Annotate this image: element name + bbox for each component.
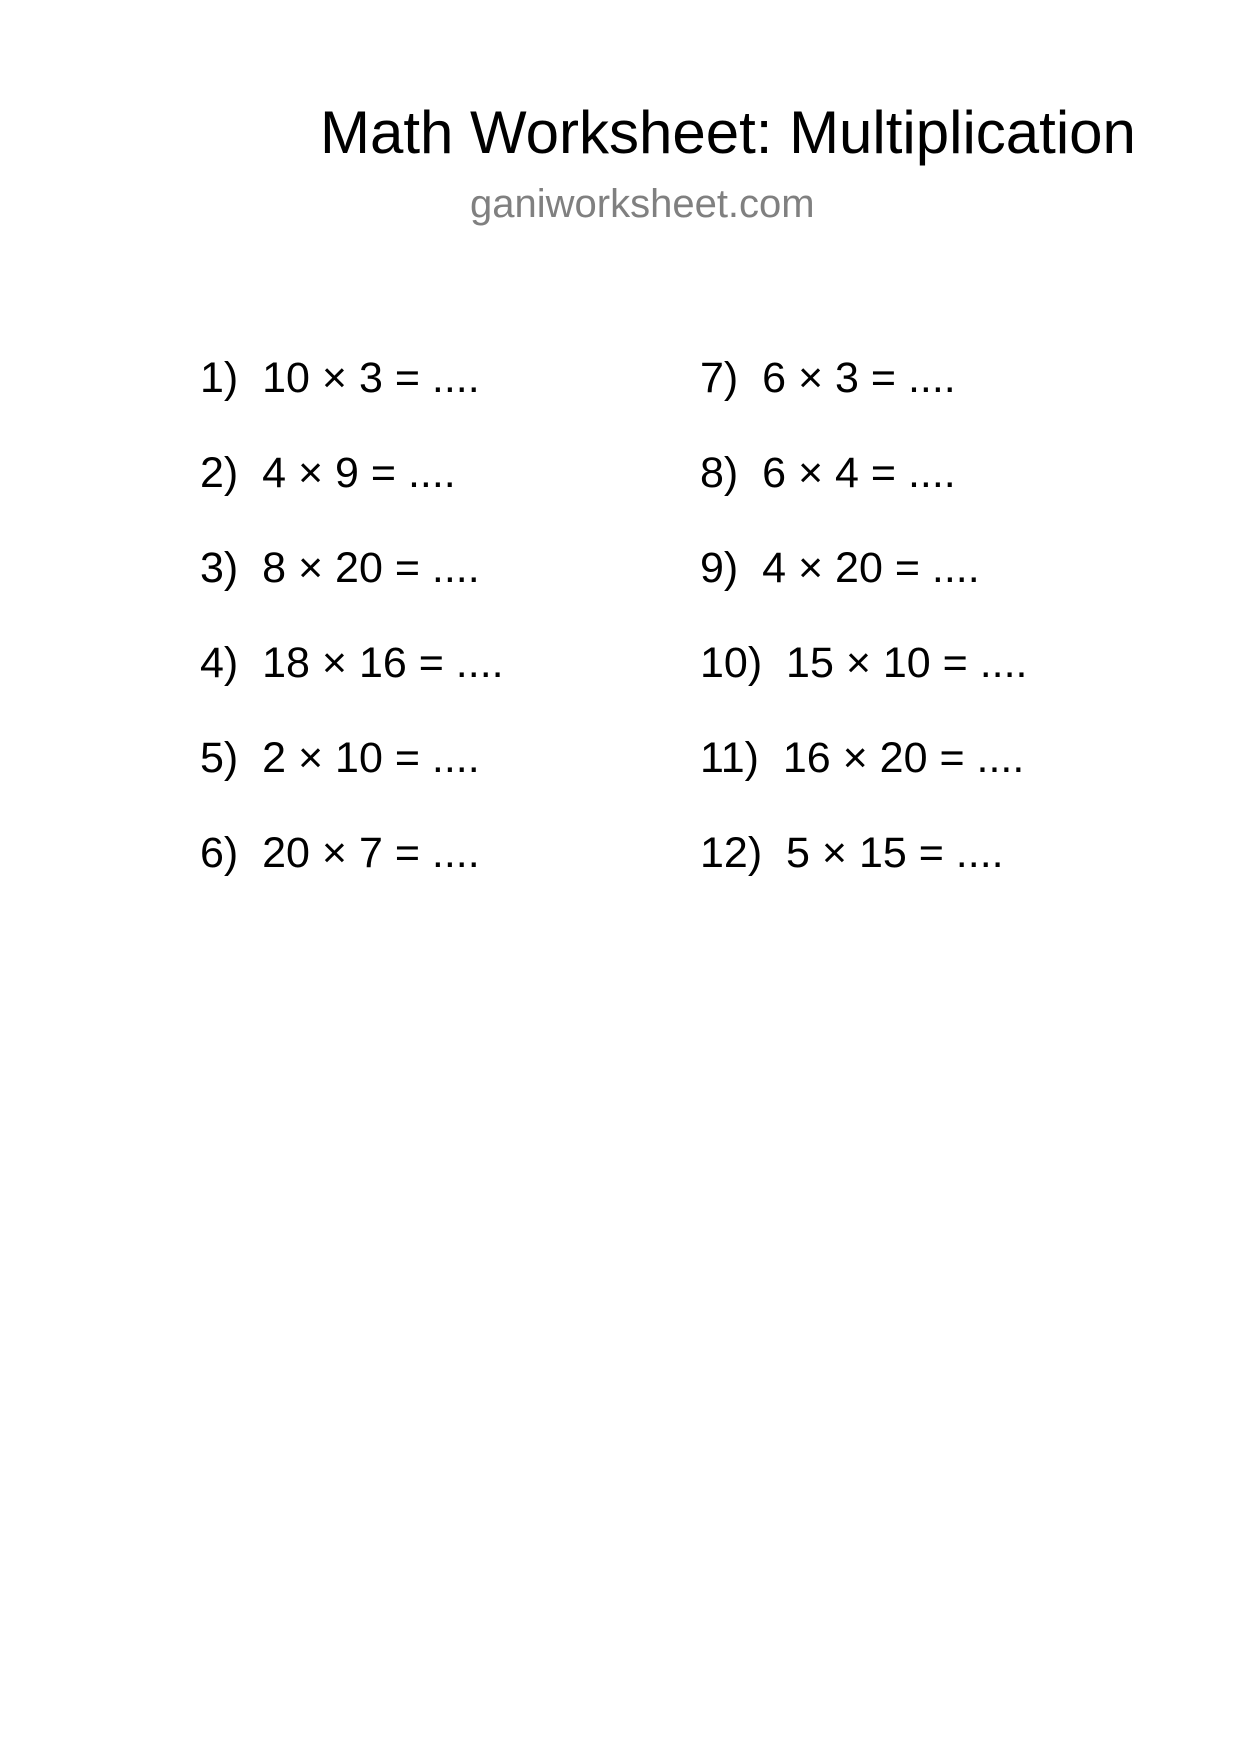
problem-5: 5) 2 × 10 = .... <box>200 734 480 782</box>
problem-3: 3) 8 × 20 = .... <box>200 544 480 592</box>
problems-right-column <box>700 348 1028 918</box>
problem-6: 6) 20 × 7 = .... <box>200 829 480 877</box>
worksheet-title: Math Worksheet: Multiplication <box>320 99 1136 166</box>
problem-8: 8) 6 × 4 = .... <box>700 449 956 497</box>
problems-left-column <box>200 348 504 918</box>
problem-2: 2) 4 × 9 = .... <box>200 449 456 497</box>
problem-10: 10) 15 × 10 = .... <box>700 639 1028 687</box>
problem-1: 1) 10 × 3 = .... <box>200 354 480 402</box>
problem-11: 11) 16 × 20 = .... <box>700 734 1025 782</box>
website-subtitle: ganiworksheet.com <box>470 182 815 226</box>
problem-12: 12) 5 × 15 = .... <box>700 829 1004 877</box>
problem-7: 7) 6 × 3 = .... <box>700 354 956 402</box>
problem-9: 9) 4 × 20 = .... <box>700 544 980 592</box>
problem-4: 4) 18 × 16 = .... <box>200 639 504 687</box>
